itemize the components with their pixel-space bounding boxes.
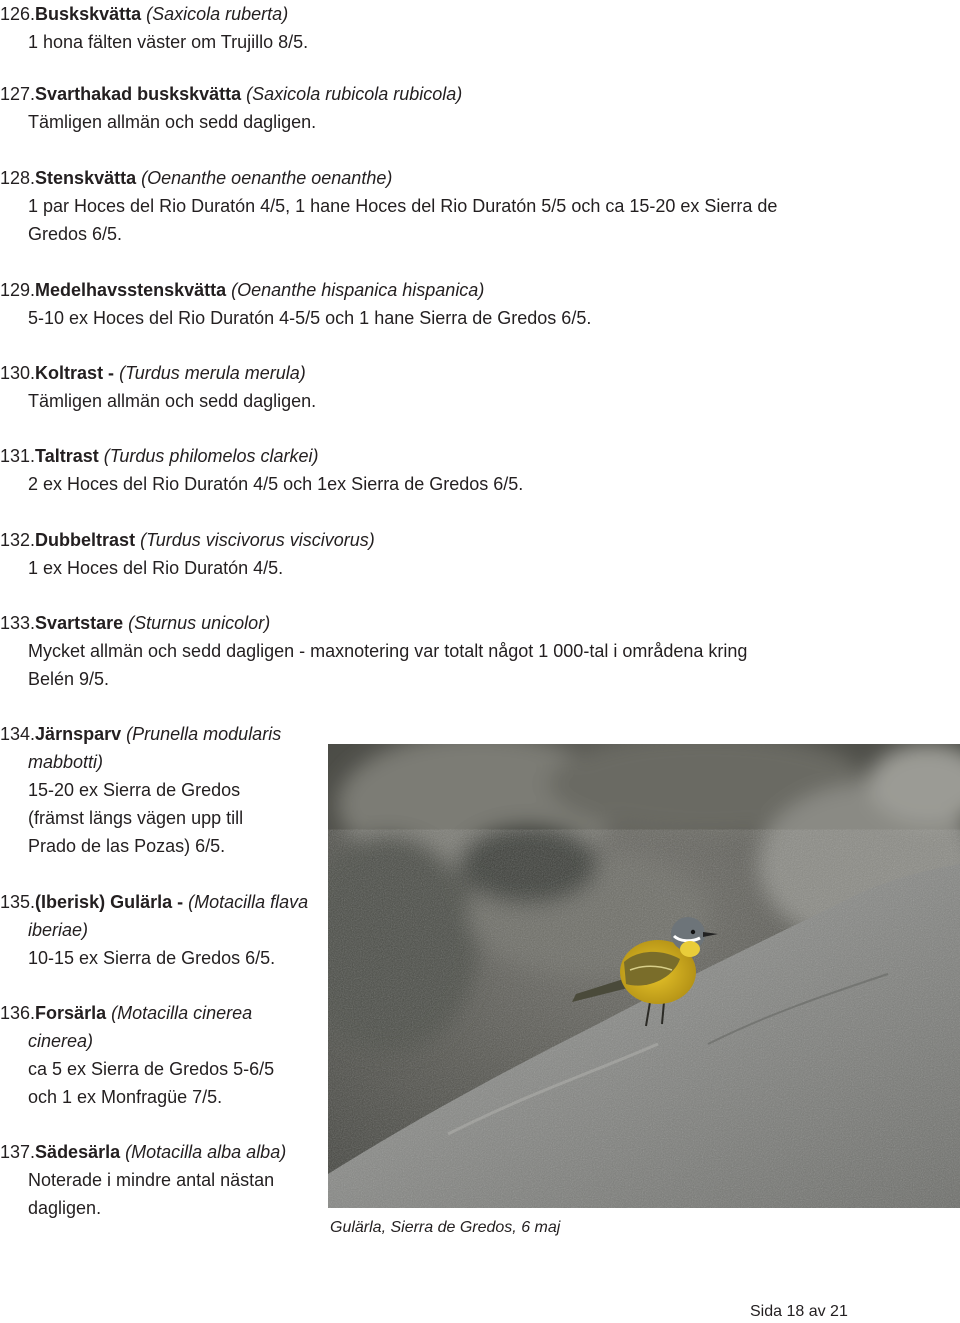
scientific-name: (Turdus viscivorus viscivorus) [140, 530, 375, 550]
entry-number: 135. [0, 892, 36, 912]
scientific-name: (Sturnus unicolor) [128, 613, 271, 633]
entry-number: 130. [0, 363, 36, 383]
species-name: Forsärla [35, 1003, 107, 1023]
entry-text: (främst längs vägen upp till [28, 808, 244, 828]
species-name: Svarthakad buskskvätta [35, 84, 242, 104]
entry-134 [0, 720, 310, 860]
entry-131 [0, 442, 523, 498]
entry-137 [0, 1138, 310, 1222]
entry-text: 1 ex Hoces del Rio Duratón 4/5. [28, 558, 284, 578]
entry-number: 134. [0, 724, 36, 744]
species-name: Dubbeltrast [35, 530, 136, 550]
entry-text: 1 hona fälten väster om Trujillo 8/5. [28, 32, 309, 52]
entry-text: ca 5 ex Sierra de Gredos 5-6/5 [28, 1059, 275, 1079]
entry-number: 132. [0, 530, 36, 550]
entry-text: Noterade i mindre antal nästan [28, 1170, 275, 1190]
bird-photo [328, 744, 960, 1208]
photo-caption: Gulärla, Sierra de Gredos, 6 maj [330, 1219, 561, 1236]
entry-130 [0, 359, 316, 415]
species-name: Buskskvätta [35, 4, 142, 24]
entry-text: Prado de las Pozas) 6/5. [28, 836, 226, 856]
scientific-name: (Motacilla cinerea cinerea) [28, 1003, 253, 1051]
entry-133 [0, 609, 747, 693]
entry-text: 1 par Hoces del Rio Duratón 4/5, 1 hane Hoces del Rio Duratón 5/5 och ca 15-20 ex Sierra de [28, 196, 778, 216]
scientific-name: (Oenanthe hispanica hispanica) [231, 280, 485, 300]
entry-text: Gredos 6/5. [28, 224, 123, 244]
species-name: Koltrast - [35, 363, 115, 383]
species-name: Taltrast [35, 446, 99, 466]
entry-128 [0, 164, 777, 248]
species-name: Sädesärla [35, 1142, 121, 1162]
scientific-name: (Saxicola rubicola rubicola) [246, 84, 463, 104]
entry-number: 133. [0, 613, 36, 633]
entry-135 [0, 888, 310, 972]
scientific-name: (Prunella modularis mabbotti) [28, 724, 282, 772]
species-name: Stenskvätta [35, 168, 137, 188]
page-number: Sida 18 av 21 [750, 1303, 848, 1320]
entry-number: 136. [0, 1003, 36, 1023]
entry-text: 2 ex Hoces del Rio Duratón 4/5 och 1ex Sierra de Gredos 6/5. [28, 474, 524, 494]
entry-number: 126. [0, 4, 36, 24]
entry-129 [0, 276, 591, 332]
entry-text: Mycket allmän och sedd dagligen - maxnotering var totalt något 1 000-tal i områdena kring [28, 641, 748, 661]
species-name: Svartstare [35, 613, 124, 633]
species-name: Medelhavsstenskvätta [35, 280, 227, 300]
entry-126 [0, 0, 308, 56]
entry-text: 10-15 ex Sierra de Gredos 6/5. [28, 948, 276, 968]
scientific-name: (Motacilla alba alba) [125, 1142, 287, 1162]
entry-text: dagligen. [28, 1198, 102, 1218]
entry-text: Tämligen allmän och sedd dagligen. [28, 391, 317, 411]
entry-text: Tämligen allmän och sedd dagligen. [28, 112, 317, 132]
scientific-name: (Oenanthe oenanthe oenanthe) [141, 168, 393, 188]
scientific-name: (Saxicola ruberta) [146, 4, 289, 24]
entry-number: 127. [0, 84, 36, 104]
entry-136 [0, 999, 310, 1111]
scientific-name: (Motacilla flava iberiae) [28, 892, 309, 940]
entry-number: 137. [0, 1142, 36, 1162]
entry-number: 131. [0, 446, 36, 466]
species-name: Järnsparv [35, 724, 122, 744]
entry-132 [0, 526, 375, 582]
scientific-name: (Turdus merula merula) [119, 363, 306, 383]
wagtail-illustration [328, 744, 960, 1208]
entry-text: Belén 9/5. [28, 669, 110, 689]
entry-text: 15-20 ex Sierra de Gredos [28, 780, 241, 800]
entry-text: och 1 ex Monfragüe 7/5. [28, 1087, 223, 1107]
species-name: (Iberisk) Gulärla - [35, 892, 184, 912]
entry-127 [0, 80, 462, 136]
entry-number: 128. [0, 168, 36, 188]
entry-number: 129. [0, 280, 36, 300]
entry-text: 5-10 ex Hoces del Rio Duratón 4-5/5 och 1 hane Sierra de Gredos 6/5. [28, 308, 592, 328]
scientific-name: (Turdus philomelos clarkei) [103, 446, 319, 466]
